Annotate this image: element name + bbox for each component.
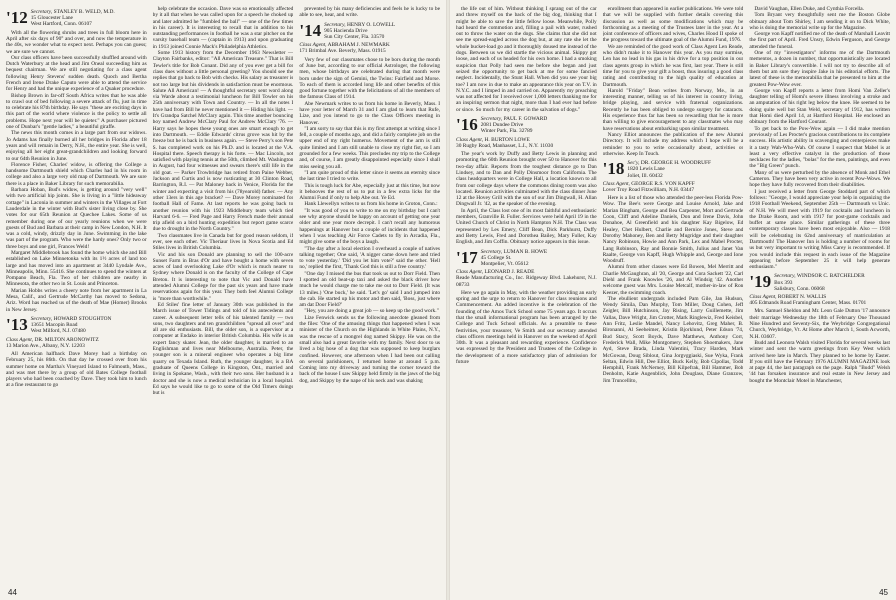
secretary-line bbox=[324, 22, 395, 28]
class-header bbox=[299, 22, 440, 41]
agent-role: Class Agent, bbox=[299, 42, 327, 49]
agent-name: ABRAHAM J. NEWMARK bbox=[327, 42, 390, 49]
class-header bbox=[6, 9, 147, 28]
column-paragraph: George von Kapff notified me of the death of Marshall Leavitt the first part of April. Fred Unsry, Edwin Ferguson, and George attended the funeral. bbox=[749, 31, 891, 50]
column-paragraph: Some 1913 history from the December 1963 Newsletter — Clayton Fairbanks, editor: "All American Treasure." That is Bill Tewler's title for Bob Conant. Did any of you ever get a bill for class dues without a little personal greeting? You should see the replies that go back to Bob with checks. His salary as treasurer is not too large but his dividends in satisfaction must be enormous. Salute All American! — A thoughtful secretary sent word along via Warde about a testimonial luncheon for Bill Towler on his 25th anniversary with Town and Country. — In all the notes I have had from Bill he never mentioned it — Hiding his light. — It's Grandpa Satchel McClary again. This time another bouncing boy named Andrew McClary Paul for Andrew McClary '76. — Harry says he hopes these young ones are smart enough to get into Dartmouth. — Eddie Edwards' citrus grove was hit by the freeze but he is back in business again. — Steve Perry's son Pete S. has completed work on his Ph.D. and is located at the V.A. Hospital there. Speech therapy is his forte. — Mac Lincoln, not satisfied with playing tennis at the 50th, climbed Mt. Washington in August, had four witnesses and swears there's still life in the old goat. — Parker Trowbridge has retired from Paine Webber, Jackson and Curtis and is now rusticating at 30 Clinton Road, Barrington, R.I. — Pat Maloney back in Venice, Florida for the winter and expecting a visit from his (78yearold) father. — Any other 13ers in this age bracket? — Dave Morey nominated for football Hall of Fame. At last reports he was going back to another reunion with his 1923 Middlebury team which tied Harvard 6-6. — Fred Page and Harry French made their annual trip afield on a bird hunting expedition but report game scarce due to drought in the North Country." bbox=[152, 50, 294, 233]
class-year: '14 bbox=[299, 20, 322, 40]
class-year: '19 bbox=[749, 272, 772, 292]
class-year: '18 bbox=[602, 159, 625, 179]
column-paragraph: Abe Newmark writes to us from his home in Beverly, Mass. I have your letter of March 31 and I am glad to learn that Rufe, Lize, and you intend to go to the Class Officers meeting in Hanover. bbox=[299, 100, 441, 126]
page-number: 44 bbox=[8, 588, 17, 597]
agent-role: Class Agent, bbox=[456, 269, 484, 276]
secretary-name: DR. GEORGE H. WOODRUFF bbox=[640, 160, 711, 167]
column-paragraph: Hank Llewellyn writes to us from his home in Groton, Conn.: bbox=[304, 201, 438, 208]
left-page-columns bbox=[6, 6, 440, 584]
column-paragraph: Here is a list of those who attended the peer-less Florida Pow-Wow. The Bee's were George and Louise Arnold, Jake and Marian Bingham, George and Bea Carpenter, Mort and Gertrude Coon, Cliff and Adeline Daniels, Don and Irene Davis, John Donahoe, Al Greenfield and his daughter Kay Bigelow, Ed Healey, Chet Hulbert, Charlie and Bernice Jones, Steve and Dorothy Mahoney, Ben and Betty Mugridge and their daughter Nancy Robinson, Howie and Ann Park, Lex and Mabel Procter, Lang Robinson, Ray and Bonnie Smith, Julius and Janet Van Raalte, George von Kapff, Hugh Whipple and, George and Ione Woodruff. bbox=[602, 195, 744, 265]
agent-role: Class Agent, bbox=[602, 180, 630, 187]
column-paragraph: Nancy Elliot announces the publication of the new Alumni Directory. It will include my address which I hope will be a reminder to you to write occasionally about, activities or otherwise. Keep In Touch. bbox=[602, 131, 744, 157]
secretary-info bbox=[774, 273, 865, 292]
column-paragraph: All American halfback Dave Morey had a birthday on February 25, his 86th. On that day he crossed over from his summer home on Martha's Vineyard Island to Falmouth, Mass., and was met there by a group of old Bates College football players who had been coached by Dave. They took him to lunch at a fine restaurant to go bbox=[6, 350, 147, 389]
column-paragraph: Two classmates live in Canada but for good reason seldom, if ever, see each other. Vic Theriaur lives in Nova Scotia and Ed Stiles lives in British Columbia. bbox=[152, 232, 294, 252]
class-header bbox=[603, 160, 744, 179]
column-paragraph: Budd and Leonora Walsh visited Florida for several weeks last winter and sent the warm greetings from Key West which arrived here late in March. They planned to be home by Easter. If you still have the February 1976 ALUMNI MAGAZINE look at page 44, the last paragraph on the page. Ralph "Budd" Welsh '44 has forsaken insurance and real estate in New Jersey and bought the Montclair Motel in Manchester, bbox=[749, 339, 891, 384]
column-paragraph: Harold "Friday" Bean writes from Norway, Me., in an interesting manner, telling us of his interest in country living, bridge playing, and service with fraternal organizations. Recently he has been obliged to undergo surgery for cataracts. His experience thus far has been so rewarding that he is more than willing to give encouragement to any classmates who may have reservations about embarking upon similar treatment. bbox=[602, 87, 744, 132]
secretary-address: 15 Gloucester Lane bbox=[30, 15, 73, 22]
class-year: '12 bbox=[6, 8, 28, 27]
column-paragraph: Mrs. Samuel Sheldon and Mr. Leon Gale Dutton '17 announce their marriage Wednesday the 18th of February One Thousand Nine Hundred and Seventy-Six, the Weybridge Congregational Church, Weybridge, Vt. At Home after March 1, South Acworth, N.H. 03607. bbox=[749, 308, 891, 340]
agent-role: Class Agent, bbox=[749, 294, 777, 301]
column-paragraph: "I am quite proud of this letter since it seems an eternity since the last time I tried to write. bbox=[299, 169, 441, 183]
secretary-city: Montpelier, Vt. 05612 bbox=[480, 260, 529, 267]
column-paragraph: This is tough luck for Abe, especially just at this time, but now it behooves the rest of us to put in a few extra licks for the Alumni Fund if only to help Abe out. Ye Ed. bbox=[299, 182, 441, 202]
column-paragraph: Many of us were perturbed by the absence of Monk and Ethel Cameron. They have been very active in recent Pow-Wows. We hope they have fully recovered from their disabilities. bbox=[749, 169, 891, 189]
secretary-role: Secretary, bbox=[30, 9, 53, 15]
class-year: '13 bbox=[6, 314, 28, 334]
right-page-columns bbox=[456, 6, 890, 584]
secretary-address: 905 Hacienda Drive bbox=[324, 27, 368, 34]
column-paragraph: The year's work by Duffy and Betty Lewis in planning and promoting the 60th Reunion brought over 50 to Hanover for this two-day affair. Reports from the toughest distance go to Dan Lindsey, and to Dan and Polly Dinsmoor from California. The class headquarters were in College Hall, a location known to all from our college days where the commons dining room was also located. Reunion activities culminated with the class dinner June 12 at the Hovey Grill with the son of our Jim Dingwall, H. Allan Dingwall Jr. '42, as the speaker of the evening. bbox=[456, 151, 597, 208]
secretary-city: West Milford, N.J. 07480 bbox=[30, 328, 86, 335]
secretary-info bbox=[481, 116, 548, 135]
class-year: '17 bbox=[456, 247, 478, 267]
secretary-city: Joliet, Ill. 60432 bbox=[627, 172, 663, 179]
column-paragraph: Tom Bryant very thoughtfully sent me the Boston Globe obituary about Tom Shirley, I am sending it on to Dick White, who is doing the memorial write up for the Magazine. bbox=[749, 12, 891, 31]
secretary-role: Secretary, bbox=[30, 315, 53, 322]
secretary-line bbox=[481, 249, 547, 255]
class-header bbox=[456, 116, 597, 135]
right-page bbox=[450, 0, 896, 600]
column-paragraph: help celebrate the occasion. Dave was so emotionally affected by it all that when he was called upon for a speech he choked up and later admitted he "fumbled the ball" — one of the few times in his career). It is interesting to recall that in addition to his outstanding performances in football he was a star pitcher on the varsity baseball team — (captain in 1913) and upon graduating in 1913 joined Connie Mack's Philadelphia Athletics. bbox=[152, 6, 294, 50]
agent-name: H. BURTON LOWE bbox=[484, 136, 530, 143]
text-column bbox=[456, 6, 597, 584]
agent-address: 405 Edmands Road Framingham Center, Mass. 01701 bbox=[749, 300, 867, 307]
secretary-role: Sec'y, bbox=[627, 160, 640, 167]
secretary-info bbox=[31, 9, 115, 28]
column-paragraph: The news this month comes in a large part from our widows. Jo Adams has finally burned all her bridges in Florida after 18 years and will remain in Derry, N.H., the entire year. She is well, enjoying all her eight great-grandchildren and looking forward to our 64th Reunion in June. bbox=[6, 130, 147, 162]
secretary-name: HOWARD STOUGHTON bbox=[53, 315, 112, 322]
column-paragraph: "One day I missed the bus that took us out to Dorr Field. Then I spotted an old beat-up taxi and asked the black driver how much he would charge me to take me out to Dorr Field. (It was 13 miles.) 'One buck,' he said. 'Let's go' said I and jumped into the cab. He started up his motor and then said, 'Boss, just where am dat Door Field?' bbox=[299, 270, 441, 309]
text-column bbox=[749, 6, 890, 584]
column-paragraph: In April, the Class lost one of its most faithful and enthusiastic members, Granville B. Fuller. Services were held April 19 in the United Church of Christ in North Hampton N.H. The Class was represented by Les Emery, Cliff Bean, Dick Parkhurst, Duffy and Betty Lewis, Fred and Dorothea Bailey, Mary Fuller, Kay English, and Jim Coffin. Obituary notice appears in this issue. bbox=[456, 207, 597, 246]
agent-role: Class Agent, bbox=[6, 336, 34, 343]
secretary-info bbox=[324, 22, 395, 41]
secretary-name: WINDSOR C. BATCHELDER bbox=[796, 273, 865, 280]
text-column bbox=[153, 6, 294, 584]
column-paragraph: "The day after a local election I overheard a couple of natives talking together; One said, 'A nigger came down here and tried to vote yesterday.' 'Did you let him vote?' said the other. 'Hell no,' replied the first, 'Thank God this is still a free country.' bbox=[299, 245, 441, 271]
agent-role: Class Agent, bbox=[456, 136, 484, 143]
secretary-role: Secretary, bbox=[774, 273, 796, 280]
secretary-role: Secretary, bbox=[480, 248, 503, 255]
class-agent bbox=[749, 294, 890, 306]
agent-address: Reade Manufacturing Co., Inc. Ridgeway Blvd. Lakehurst, N.J. 08733 bbox=[456, 275, 597, 288]
agent-address: 171 Brimbal Ave. Beverly, Mass. 01915 bbox=[299, 48, 386, 55]
column-paragraph: Very few of our classmates chose to be bors during the month of June but, according to our official Astrologer, the following men, whose birthdays are celebrated during that month were born under the sign of Gemini, the Twins: Fairfield and Morse. To each of them is accorded long life and other benefits of this good fortune together with the felicitations of all the members of the famous Class of 1914. bbox=[299, 56, 441, 101]
agent-name: GEORGE R.S. VON KAPFF bbox=[631, 180, 695, 187]
secretary-line bbox=[774, 273, 865, 279]
class-agent bbox=[299, 42, 440, 54]
secretary-name: STANLEY B. WELD, M.D. bbox=[53, 9, 115, 15]
agent-name: LEONARD J. READE bbox=[484, 269, 535, 276]
secretary-info bbox=[31, 316, 112, 335]
secretary-info bbox=[627, 160, 711, 179]
secretary-city: Sun City Center, Fla. 33570 bbox=[324, 34, 385, 40]
agent-address: 13 Marion Ave., Albany, N.Y. 12203 bbox=[6, 342, 85, 349]
secretary-role: Secretary, bbox=[480, 116, 503, 123]
column-paragraph: David Vaughan, Ellen Duke, and Cynthia Forcella. bbox=[754, 6, 864, 12]
column-paragraph: "I am sorry to say that this is my first attempt at writing since I fell, a couple of months ago, and did a fairly complete job on the upper end of my right humerus. Movement of the arm is still quite limited and I am still unable to close my right fist, so I am grounded for a few weeks. This precludes my trip to the College and, of course, I am greatly disappointed especially since I shall miss seeing you all. bbox=[299, 125, 441, 170]
secretary-address: 2081 Dundee Drive bbox=[480, 122, 524, 129]
column-paragraph: Bishop Brown in far-off South Africa writes that he was able to crawl out of bed following a severe attack of flu, just in time to celebrate his 87th birthday. He says "these are exciting days in this part of the world where violence is the policy to settle all problems. Hope next year will be quieter." A purchaser pictured one of Dunbar's "gentle ladies," a beautiful giraffe. bbox=[6, 92, 147, 131]
column-paragraph: Here we go again in May, with the weather providing an early spring and the urge to return to Hanover for class reunions and Commencement. An added incentive is the celebration of the founding of the Amos Tuck School some 75 years ago. It occurs that the small informational program has been arranged by the College and Tuck School officials. As a preamble to these festivities, your treasurer, Ve Smith and our secretary attended class officers meetings held in Hanover on the weekend of April 30th. It was a pleasant and rewarding experience. Confidence was expressed by the President and Trustees of the College in the development of a more satisfactory plan of admission for future bbox=[456, 289, 597, 365]
column-paragraph: Alumni from other classes were Ed Bowen, Mel Merritt and Charlie McGaughran, all '20, George and Cora Sackett '22, Carl Diehl and Frank Knowles '26, and Al Windsig '42. Another welcome guest was Mrs. Louise Metcalf, mother-in-law of Ron Keezer, the swimming coach. bbox=[602, 264, 744, 296]
column-paragraph: the life out of him. Without thinking I sprang out of the car and threw myself on the back of the big dog, thinking that I might be able to save the little fellow loose. Meanwhile, Polly had heard the commotion and, filling a pail with water, rushed out to throw the water on the dogs. She claims that she did not see me spread-eagled across the dog but, at any rate she let the whole bucket-load go and it thoroughly doused me instead of the dogs. Between us we did startle the vicious animal. Skippy got loose, and each of us headed for his own home. I had a smoking suspicion that Polly had seen me before she began and just seized the opportunity to get back at me for some fancied neglect. Incidentally, the Stunt Hall. When did you see your big toe? I am now in due to make an appearance this year on T.V. in N.Y.C. and I limped in and carried on. Apparently my preaching was not affected for I received over 1,000 letters thanking me for an inspiring sermon that night, more than I had ever had before or since. So much for my career in the salvation of dogs." bbox=[456, 6, 597, 113]
class-header bbox=[6, 316, 147, 335]
column-paragraph: "Hey, you are doing a great job — so keep up the good work." bbox=[304, 308, 439, 315]
agent-name: DR. MILTON ARONOWITZ bbox=[34, 336, 99, 343]
text-column bbox=[299, 6, 440, 584]
column-paragraph: "It was good of you to write to me on my birthday but I can't see why anyone should be happy on account of getting one year older and one year more decrepit. I can't recall any humorous happenings at Hanover but a couple of incidents that happened when I was teaching Air Force Cadets to fly in Arcadia, Fla., might give some of the boys a laugh. bbox=[299, 207, 441, 246]
column-paragraph: The ebullient undergrads included Pam Gile, Jan Hudson, Wendy Simila, Dan Murphy, Tom Miller, Doug Cohen, Jeff Zeigler, Bill Hutchinson, Jay Rising, Larry Guillemette, Jim Vallas, Dave Wright, Jim Crotter, Mark Ringlewiz, Fred Keisbel, Ann Fritz, Leslie Mandel, Nancy Lehovitz, Greg Maher, B. Bironanni, Al Seeheimer, Kristin Bjorklund, Peter Edson '74, Bud Stacy, Scott Boyds, Dave Matthews, Anthony Corr, Frederick Wall, Mike Montgomery, Stephen Shoemakers, Jane Ayd, Steve Brada, Linda Valentini, Tracy Harden, Mark McGowan, Doug Siblout, Gina Jorgvggiaski, Sue Wyka, Frank Seltan, Edwin Hill, Dee Elliot, Buck Kelly, Bob Cipollas, Todd Hemphill, Frank McNerney, Bill Kilpefrak, Bill Hammer, Bob Denholm, Katie Augenblick, John Douglass, Diane Granzow, Jim Truncellito, bbox=[602, 295, 744, 384]
column-paragraph: Barbara Hoban, Bud's widow, is getting around "very well" with two artificial hip joints. She is living in a "little hideaway cottage" in Laconia in summer and winters in the Villages at Fort Lauderdale in the winter with Bud's sister living close by. She votes for our 65th Reunion at Quechee Lakes. Some of us remember during one of our yearly reunions when we were guests of Bud and Barbara at their camp in New London, N.H. It was a cold, windy, drizzly day in June. Swimming in the lake was part of the program. Who were the hardy ones? Only two or three boys and one girl, Frances Weld! bbox=[6, 187, 147, 250]
class-agent bbox=[456, 269, 597, 288]
column-paragraph: George von Kapff reports a letter from Homi Van Zeller's daughter telling of Homi's severe illness involving a stroke and an amputation of his right leg below the knee. He seemed to be doing quite well but Stan Weld, secretary of 1912, has written that Homi died April 14, at Hartford Hospital. He enclosed an obituary from the Hartford Courant. bbox=[749, 87, 891, 126]
secretary-name: PAUL F. GOWARD bbox=[503, 116, 548, 123]
secretary-city: Winter Park, Fla. 32789 bbox=[480, 128, 533, 135]
page-number: 45 bbox=[879, 588, 888, 597]
column-paragraph: To get back to the Pow-Wow again — I did make mention previously of Les Procter's gracious contributions to its complete success. His artistic ability in scavenging and centerpieces make it a tasty Wah-Who-Wah. Of course I suspect that Mabel is at least a very effective catalyst in the production of those necklaces for the ladies, "bolas" for the men, paintings, and even the "Big Green" punch. bbox=[749, 125, 891, 170]
secretary-name: HENRY O. LOWELL bbox=[346, 21, 396, 28]
secretary-address: Box 393 bbox=[774, 279, 793, 286]
column-paragraph: Marian Hobbs writes a cheery note from her apartment in La Mesa, Calif., and Gertrude McCarthy has moved to Sedona, Ariz. Word has reached us of the death of Mae (Homer) Brooks in New Jersey. bbox=[6, 287, 147, 313]
agent-address: 30 Rugby Road, Manhasset, L.I., N.Y. 11030 bbox=[456, 142, 554, 149]
class-header bbox=[749, 273, 890, 292]
column-paragraph: Ed Stiles' fine letter of January 30th was published in the March issue of Tower Tidings and told of his antecedents and career. A subsequent letter tells of his talented family — two sons, two daughters and ten grandchildren "spread all over" and all are ski enthusiasts. Bill, the older son, is a supervisor at a computer at Endako in interior British Columbia. His wife is an expert fancy skater. Jean, the older daughter, is married to an Englishman and lives near Melbourne, Australia. Peter, the younger son is a mineral engineer who operates a big lime quarry on Texada Island. Ruth, the younger daughter, is a BA graduate of Queens College in Kingston, Ont., married and living in Spokane, Wash., with their two sons. Her husband is a doctor and she is now a medical technician in a local hospital. Ed says he would like to go to some of the Old Timers doings but is bbox=[152, 301, 294, 397]
class-agent bbox=[6, 337, 147, 349]
column-paragraph: Florence Fisher, Charles' widow, is offering the College a handsome Dartmouth shield which Charles had in his room in college and also a large very old map of Dartmouth. We are sure there is a place in Baker Library for such memorabilia. bbox=[6, 161, 147, 187]
column-paragraph: I just received a letter from George Stoddard part of which follows: "George, I would appreciate your help in organizing the 1918 Football Weekend, September 25th — Dartmouth vs Unic. of N.H. We will meet with 1919 for cocktails and luncheon in the Drake Room, and with 1917 for post-game cocktails and buffet at same place. Similar gatherings of these three contemporary classes have been most enjoyable. Also — 1918 will be celebrating its 62nd anniversary of matriculation at Dartmouth! The Hanover Inn is holding a number of rooms for us but very important to writing Miss Carey is recommended. If you would include this request in each issue of the Magazine appearing before September 25 it will help generate enthusiasm." bbox=[749, 188, 891, 271]
secretary-city: Salisbury, Conn. 06068 bbox=[774, 285, 825, 292]
column-paragraph: Our class officers have been successfully shuffled around with Dutch Waterbury at the head and Jim Oneal succeeding him as bequest chairman. We are still negotiating for a class agent following Henry Stevens' sudden death. Quoch and Bertha French and Irene Drake Caputo were able to attend the service for Henry and had the unique experience of a Quaker procedure. bbox=[6, 54, 147, 93]
secretary-address: 13651 Macopin Road bbox=[30, 322, 78, 329]
column-paragraph: prevented by his many deficiencies and feels he is lucky to be able to see, hear, and write. bbox=[299, 6, 441, 19]
text-column bbox=[6, 6, 147, 584]
secretary-city: West Hartford, Conn. 06107 bbox=[30, 21, 92, 28]
column-paragraph: With all the flowering shrubs and trees in full bloom here in April after six days of 90° and over, and now the temperature in the 40s, we wonder what to expect next. Perhaps you can guess; we are sure we cannot. bbox=[6, 29, 147, 55]
class-year: '16 bbox=[456, 115, 478, 135]
column-paragraph: Vic and his son Donald are planning to sell the 100-acre Sunset Farm in Bras d'Or and have bought a home with seven acres of land overlooking Lake d'Or which is much nearer to Sydney where Donald is on the faculty of the College of Cape Breton. It is interesting to note that Vic and Donald have attended Alumni College for the past six years and have made reservations again for this year. They both feel Alumni College is "more than worthwhile." bbox=[152, 251, 294, 302]
class-agent bbox=[456, 137, 597, 149]
secretary-name: LUMAN B. HOWE bbox=[503, 248, 548, 255]
column-paragraph: Margaret Middlebrook has found the home which she and Bill established on Lake Minnetonka with its 1½ acres of land too large and has moved into an apartment at 3440 Lyndale Ave., Minneapolis, Minn. 55416. She continues to spend the winters at Pompano Beach, Fla. Two of her children are nearby in Minnesota, the other two in St. Louis and Princeton. bbox=[6, 250, 147, 288]
class-header bbox=[456, 249, 597, 268]
column-paragraph: We are reminded of the good work of Class Agent Len Reade, who didn't make it to Hanover this year. As you may surmise, Len has no lead in his gas in his drive for a top position in our class agents group in which he was first, last year. There is still time for you to give your gift a boost, thus insuring a good class rating and contributing to the high quality of education at Dartmouth. bbox=[602, 43, 744, 88]
column-paragraph: Lize Fenwick sends us the following anecdote gleaned from the files: 'One of the amusing things that happened when I was minister of the Church on the Highlands in White Plains, N.Y., was the rescue of a mongrel dog named Skippy. He was on the small also had a great favorite with my family. Next door to us lived a big hose of a dog that was supposed to keep burglars confined. However, one afternoon when I had been out calling on several parishioners, I returned home at around 5 p.m. Coming into my driveway and turning the corner toward the back of the house I saw Skippy held firmly in the jaws of the big dog, and Skippy by the nape of his neck and was shaking bbox=[299, 314, 441, 384]
secretary-address: 45 College St. bbox=[480, 254, 512, 261]
class-agent bbox=[603, 181, 744, 193]
column-paragraph: enrollment than appeared in earlier publications. We were told that we will be supplied with further details covering this discussion as well as some modifications which may be forthcoming as a meeting of the Trustees later in the year. At a joint conference of officers and wives, Charles Hood II spoke of the progress toward the ultimate goal of the Alumni Fund, 1976. bbox=[602, 6, 744, 44]
secretary-address: 1820 Lewis Lane bbox=[627, 166, 665, 173]
left-page bbox=[0, 0, 446, 600]
secretary-role: Secretary, bbox=[324, 21, 346, 28]
text-column bbox=[603, 6, 744, 584]
secretary-info bbox=[481, 249, 547, 268]
agent-address: Lover Troy Road Fitzwilliam, N.H. 03447 bbox=[602, 186, 695, 193]
column-paragraph: One of my "investigators" informs me of the Dartmouth mementos, a dozen in number, that opportunistically are located in Baker Library's convertible. I will not try to describe all of them but am sure they inspire Jake in his editorial efforts. The latest of these is the memorabilia that he presented to him at the greatest Pow-Wow ever. bbox=[749, 50, 891, 88]
agent-name: ROBERT N. WALLIS bbox=[777, 294, 827, 301]
